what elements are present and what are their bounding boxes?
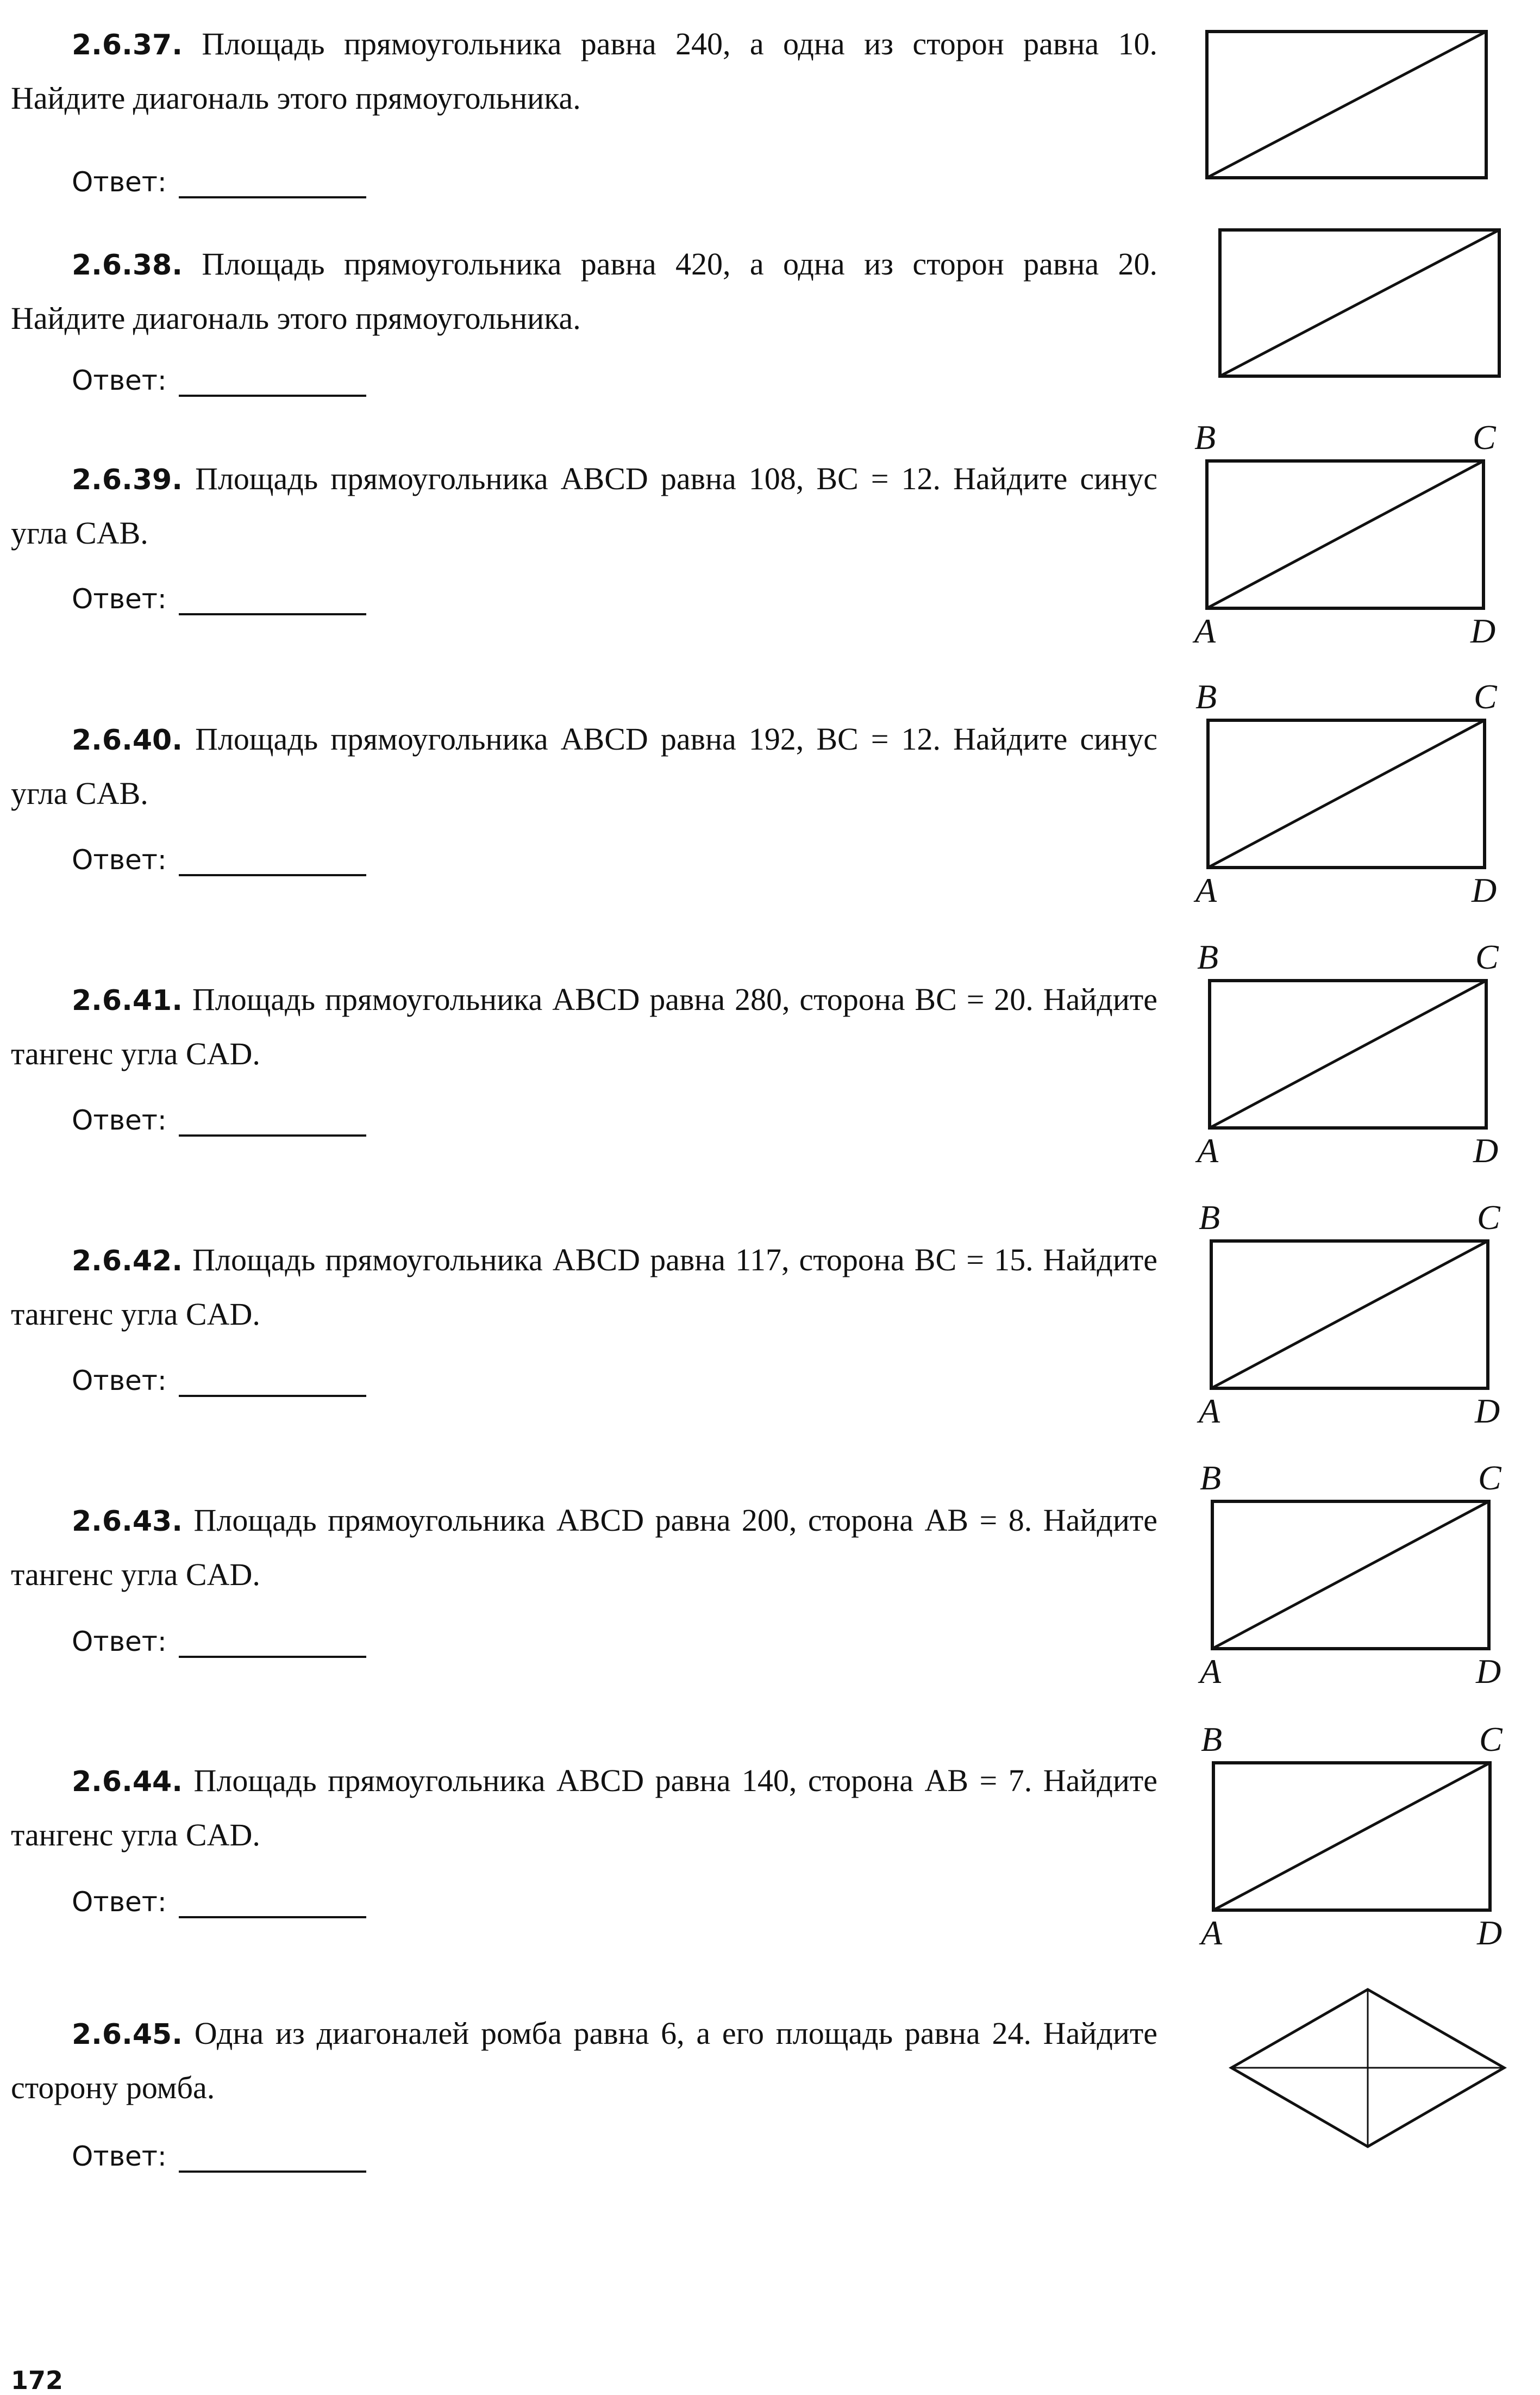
problem-2-6-40 xyxy=(11,713,1157,820)
vertex-label-b: B xyxy=(1194,418,1216,457)
vertex-label-d: D xyxy=(1470,612,1496,650)
problem-statement: Одна из диагоналей ромба равна 6, а его площадь равна 24. Найдите сторону ромба. xyxy=(11,2016,1157,2105)
answer-field[interactable] xyxy=(72,1886,366,1918)
rectangle-abcd-drawing xyxy=(1208,979,1488,1130)
answer-blank[interactable] xyxy=(179,2144,366,2173)
problem-text xyxy=(11,2007,1157,2114)
answer-blank[interactable] xyxy=(179,848,366,876)
answer-blank[interactable] xyxy=(179,1108,366,1137)
answer-field[interactable] xyxy=(72,2140,366,2173)
problem-text xyxy=(11,452,1157,559)
vertex-label-c: C xyxy=(1479,1720,1503,1758)
answer-field[interactable] xyxy=(72,1625,366,1658)
answer-field[interactable] xyxy=(72,364,366,397)
rectangle-diagonal-drawing xyxy=(1205,30,1488,179)
vertex-label-a: A xyxy=(1200,1652,1222,1691)
problem-2-6-43 xyxy=(11,1494,1157,1601)
problem-number: 2.6.42. xyxy=(72,1245,183,1277)
answer-label: Ответ: xyxy=(72,166,167,198)
problem-statement: Площадь прямоугольника ABCD равна 192, BC = 12. Найдите синус угла CAB. xyxy=(11,721,1158,811)
vertex-label-a: A xyxy=(1195,871,1217,909)
problem-2-6-38 xyxy=(11,238,1157,345)
problem-2-6-41 xyxy=(11,973,1157,1080)
answer-label: Ответ: xyxy=(72,1105,167,1136)
answer-blank[interactable] xyxy=(179,369,366,397)
vertex-label-d: D xyxy=(1475,1392,1500,1430)
vertex-label-b: B xyxy=(1200,1458,1222,1497)
problem-number: 2.6.45. xyxy=(72,2018,183,2051)
vertex-label-a: A xyxy=(1197,1131,1219,1170)
problem-2-6-45 xyxy=(11,2007,1157,2114)
problem-statement: Площадь прямоугольника ABCD равна 200, сторона AB = 8. Найдите тангенс угла CAD. xyxy=(11,1502,1157,1592)
answer-blank[interactable] xyxy=(179,1369,366,1397)
answer-field[interactable] xyxy=(72,166,366,198)
problem-text xyxy=(11,238,1157,345)
page-number: 172 xyxy=(11,2366,64,2395)
problem-number: 2.6.37. xyxy=(72,29,183,61)
answer-blank[interactable] xyxy=(179,170,366,198)
answer-label: Ответ: xyxy=(72,365,167,396)
answer-blank[interactable] xyxy=(179,1890,366,1918)
problem-text xyxy=(11,713,1157,820)
answer-field[interactable] xyxy=(72,1364,366,1397)
vertex-label-b: B xyxy=(1199,1198,1220,1237)
problem-2-6-44 xyxy=(11,1754,1157,1861)
vertex-label-b: B xyxy=(1195,677,1217,716)
rhombus-diagonals-drawing xyxy=(1229,1988,1506,2148)
answer-blank[interactable] xyxy=(179,1630,366,1658)
problem-number: 2.6.44. xyxy=(72,1766,183,1798)
vertex-label-c: C xyxy=(1475,938,1499,976)
rectangle-abcd-drawing xyxy=(1205,459,1485,610)
rectangle-abcd-drawing xyxy=(1212,1761,1492,1912)
rectangle-abcd-drawing xyxy=(1211,1500,1491,1650)
answer-label: Ответ: xyxy=(72,583,167,615)
rectangle-abcd-drawing xyxy=(1210,1239,1489,1390)
problem-text xyxy=(11,1233,1157,1340)
vertex-label-b: B xyxy=(1201,1720,1223,1758)
answer-label: Ответ: xyxy=(72,1365,167,1396)
vertex-label-c: C xyxy=(1478,1458,1501,1497)
answer-field[interactable] xyxy=(72,844,366,876)
vertex-label-c: C xyxy=(1473,418,1496,457)
problem-2-6-37 xyxy=(11,17,1157,124)
problem-number: 2.6.43. xyxy=(72,1505,183,1538)
answer-field[interactable] xyxy=(72,1104,366,1137)
vertex-label-a: A xyxy=(1201,1913,1223,1952)
problem-statement: Площадь прямоугольника ABCD равна 140, сторона AB = 7. Найдите тангенс угла CAD. xyxy=(11,1763,1157,1853)
vertex-label-d: D xyxy=(1472,871,1497,909)
problem-statement: Площадь прямоугольника равна 240, а одна из сторон равна 10. Найдите диагональ этого прямоугольника. xyxy=(11,26,1157,116)
problem-number: 2.6.40. xyxy=(72,724,183,757)
answer-label: Ответ: xyxy=(72,2141,167,2172)
vertex-label-c: C xyxy=(1477,1198,1500,1237)
vertex-label-c: C xyxy=(1474,677,1497,716)
vertex-label-d: D xyxy=(1477,1913,1503,1952)
problem-text xyxy=(11,973,1157,1080)
vertex-label-d: D xyxy=(1476,1652,1501,1691)
problem-2-6-39 xyxy=(11,452,1157,559)
answer-blank[interactable] xyxy=(179,587,366,615)
vertex-label-b: B xyxy=(1197,938,1219,976)
vertex-label-a: A xyxy=(1199,1392,1220,1430)
problem-statement: Площадь прямоугольника ABCD равна 280, сторона BC = 20. Найдите тангенс угла CAD. xyxy=(11,982,1158,1071)
problem-statement: Площадь прямоугольника ABCD равна 108, BC = 12. Найдите синус угла CAB. xyxy=(11,461,1158,551)
problem-statement: Площадь прямоугольника ABCD равна 117, сторона BC = 15. Найдите тангенс угла CAD. xyxy=(11,1242,1157,1332)
problem-number: 2.6.38. xyxy=(72,249,183,282)
rectangle-diagonal-drawing xyxy=(1218,228,1501,378)
problem-number: 2.6.41. xyxy=(72,984,183,1017)
answer-field[interactable] xyxy=(72,583,366,615)
problem-2-6-42 xyxy=(11,1233,1157,1340)
problem-statement: Площадь прямоугольника равна 420, а одна из сторон равна 20. Найдите диагональ этого прямоугольника. xyxy=(11,246,1157,336)
answer-label: Ответ: xyxy=(72,844,167,876)
problem-number: 2.6.39. xyxy=(72,464,183,496)
answer-label: Ответ: xyxy=(72,1886,167,1918)
answer-label: Ответ: xyxy=(72,1626,167,1657)
rectangle-abcd-drawing xyxy=(1206,719,1486,869)
problem-text xyxy=(11,1494,1157,1601)
vertex-label-d: D xyxy=(1473,1131,1499,1170)
problem-text xyxy=(11,17,1157,124)
vertex-label-a: A xyxy=(1194,612,1216,650)
problem-text xyxy=(11,1754,1157,1861)
